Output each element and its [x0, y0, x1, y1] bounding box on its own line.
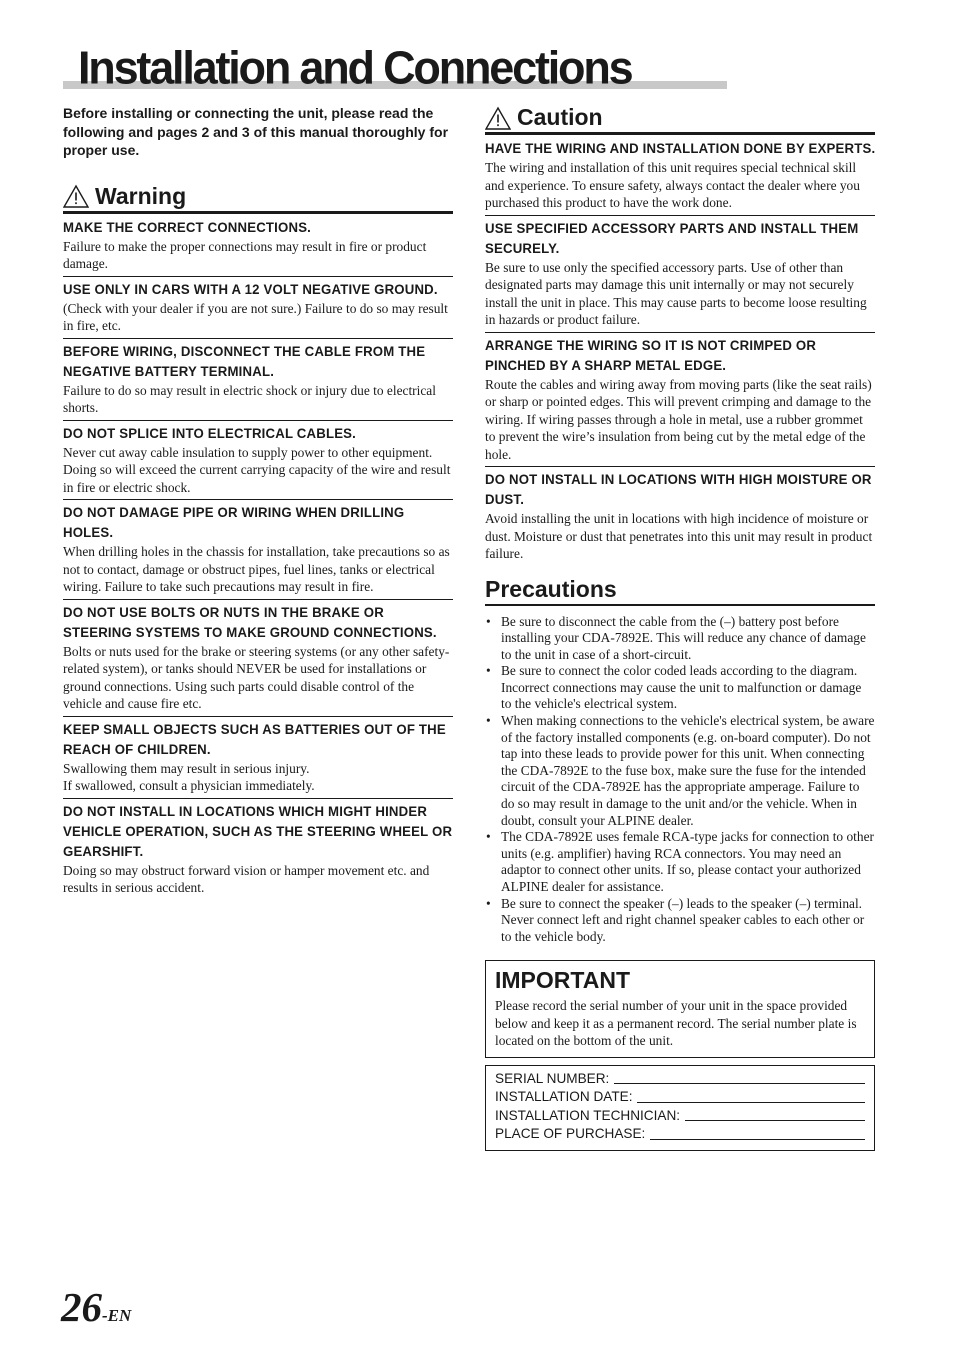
important-box: [485, 960, 875, 1058]
caution-heading-label: Caution: [517, 104, 603, 130]
warning-item-body: Never cut away cable insulation to supply power to other equipment. Doing so will exceed the current carrying capacity of the wire and result in fire or electric shock.: [63, 444, 451, 495]
caution-item-body: Route the cables and wiring away from moving parts (like the seat rails) or sharp or pointed edges. This will prevent crimping and damage to the wiring. If wiring passes through a hole in metal, use a rubber grommet to prevent the wire’s insulation from being cut by the metal edge of the hole.: [485, 376, 872, 462]
caution-triangle-icon: [485, 106, 511, 130]
warning-item: [63, 214, 453, 273]
caution-item: [485, 466, 875, 563]
warning-item-head: DO NOT SPLICE INTO ELECTRICAL CABLES.: [63, 425, 357, 442]
record-blank-line: [614, 1083, 865, 1084]
warning-item-body: Failure to do so may result in electric shock or injury due to electrical shorts.: [63, 382, 436, 415]
caution-item-head: HAVE THE WIRING AND INSTALLATION DONE BY EXPERTS.: [485, 141, 876, 157]
warning-triangle-icon: [63, 184, 89, 208]
left-column: [63, 104, 453, 900]
precaution-item: • When making connections to the vehicle's electrical system, be aware of the factory installed components (e.g. on-board computer). Do not tap into these leads to provide power for this unit. When connecting the CDA-7892E to the fuse box, make sure the fuse for the intended circuit of the CDA-7892E has the appropriate amperage. Failure to do so may result in damage to the unit and/or the vehicle. When in doubt, consult your ALPINE dealer.: [485, 713, 875, 829]
record-row-serial-number: [495, 1070, 865, 1089]
serial-record-box: [485, 1065, 875, 1151]
caution-item: [485, 215, 875, 329]
warning-item-body: Bolts or nuts used for the brake or steering systems (or any other safety-related system), or tanks should NEVER be used for installations or ground connections. Using such parts could disable control of the vehicle and cause fire etc.: [63, 643, 450, 711]
page-number-value: 26: [61, 1284, 102, 1330]
record-blank-line: [650, 1139, 865, 1140]
precaution-item: • Be sure to connect the speaker (–) leads to the speaker (–) terminal. Never connect left and right channel speaker cables to each other or to the vehicle body.: [485, 896, 875, 946]
warning-item-head: USE ONLY IN CARS WITH A 12 VOLT NEGATIVE GROUND.: [63, 281, 438, 298]
warning-item: [63, 276, 453, 335]
warning-item: [63, 499, 453, 596]
record-row-place-of-purchase: [495, 1125, 865, 1144]
warning-item-body: When drilling holes in the chassis for installation, take precautions so as not to contact, damage or obstruct pipes, fuel lines, tanks or electrical wiring. Failure to take such precautions may result in fire.: [63, 544, 450, 594]
precautions-heading: Precautions: [485, 576, 875, 606]
caution-item-head: ARRANGE THE WIRING SO IT IS NOT CRIMPED OR PINCHED BY A SHARP METAL EDGE.: [485, 337, 817, 374]
record-label: INSTALLATION DATE:: [495, 1089, 633, 1105]
caution-item-head: USE SPECIFIED ACCESSORY PARTS AND INSTALL THEM SECURELY.: [485, 220, 859, 257]
caution-item: [485, 135, 875, 212]
warning-item: [63, 420, 453, 497]
warning-item-head: MAKE THE CORRECT CONNECTIONS.: [63, 219, 312, 236]
warning-heading: [63, 183, 453, 214]
warning-item-body-2: If swallowed, consult a physician immediately.: [63, 778, 315, 793]
record-label: SERIAL NUMBER:: [495, 1070, 610, 1086]
caution-item-body: Be sure to use only the specified accessory parts. Use of other than designated parts may damage this unit internally or may not securely install the unit in place. This may cause parts to become loose resulting in hazards or product failure.: [485, 259, 867, 327]
precaution-item: • Be sure to connect the color coded leads according to the diagram. Incorrect connections may cause the unit to malfunction or damage to the vehicle's electrical system.: [485, 663, 875, 713]
warning-item-body: Failure to make the proper connections may result in fire or product damage.: [63, 238, 427, 271]
record-blank-line: [637, 1102, 865, 1103]
precaution-item: • The CDA-7892E uses female RCA-type jacks for connection to other units (e.g. amplifier) having RCA connectors. You may need an adaptor to connect other units. If so, please contact your authorized ALPINE dealer for assistance.: [485, 829, 875, 895]
record-row-installation-date: [495, 1088, 865, 1107]
record-label: PLACE OF PURCHASE:: [495, 1126, 646, 1142]
warning-item-head: DO NOT INSTALL IN LOCATIONS WHICH MIGHT HINDER VEHICLE OPERATION, SUCH AS THE STEERING WHEEL OR GEARSHIFT.: [63, 803, 453, 860]
warning-heading-label: Warning: [95, 182, 187, 209]
warning-item-body: (Check with your dealer if you are not sure.) Failure to do so may result in fire, etc.: [63, 300, 448, 333]
record-blank-line: [685, 1120, 865, 1121]
warning-item: [63, 599, 453, 713]
caution-item: [485, 332, 875, 464]
intro-text: Before installing or connecting the unit, please read the following and pages 2 and 3 of this manual thoroughly for proper use.: [63, 105, 449, 158]
warning-item: [63, 716, 453, 795]
caution-item-head: DO NOT INSTALL IN LOCATIONS WITH HIGH MOISTURE OR DUST.: [485, 472, 872, 508]
warning-item-head: BEFORE WIRING, DISCONNECT THE CABLE FROM THE NEGATIVE BATTERY TERMINAL.: [63, 343, 426, 380]
right-column: [485, 104, 875, 1151]
warning-item-head: DO NOT USE BOLTS OR NUTS IN THE BRAKE OR STEERING SYSTEMS TO MAKE GROUND CONNECTIONS.: [63, 604, 437, 641]
precautions-list: [485, 614, 875, 946]
warning-item: [63, 338, 453, 417]
important-text: Please record the serial number of your unit in the space provided below and keep it as a permanent record. The serial number plate is located on the bottom of the unit.: [495, 998, 857, 1049]
warning-item: [63, 798, 453, 897]
warning-item-body: Doing so may obstruct forward vision or hamper movement etc. and results in serious accident.: [63, 862, 430, 895]
caution-heading: [485, 104, 875, 135]
important-heading: IMPORTANT: [495, 967, 631, 994]
warning-item-head: KEEP SMALL OBJECTS SUCH AS BATTERIES OUT OF THE REACH OF CHILDREN.: [63, 721, 446, 758]
page-number: [61, 1284, 132, 1330]
caution-item-body: Avoid installing the unit in locations with high incidence of moisture or dust. Moisture or dust that penetrates into this unit may result in product failure.: [485, 511, 873, 561]
record-label: INSTALLATION TECHNICIAN:: [495, 1107, 681, 1123]
record-row-installation-technician: [495, 1107, 865, 1126]
warning-item-body: Swallowing them may result in serious injury.: [63, 760, 310, 776]
precaution-item: • Be sure to disconnect the cable from the (–) battery post before installing your CDA-7892E. This will reduce any chance of damage to the unit in case of a short-circuit.: [485, 614, 875, 664]
page-title: Installation and Connections: [78, 40, 632, 94]
page-number-suffix: -EN: [102, 1306, 132, 1325]
warning-item-head: DO NOT DAMAGE PIPE OR WIRING WHEN DRILLING HOLES.: [63, 505, 405, 541]
caution-item-body: The wiring and installation of this unit requires special technical skill and experience. To ensure safety, always contact the dealer where you purchased this product to have the work done.: [485, 160, 860, 210]
